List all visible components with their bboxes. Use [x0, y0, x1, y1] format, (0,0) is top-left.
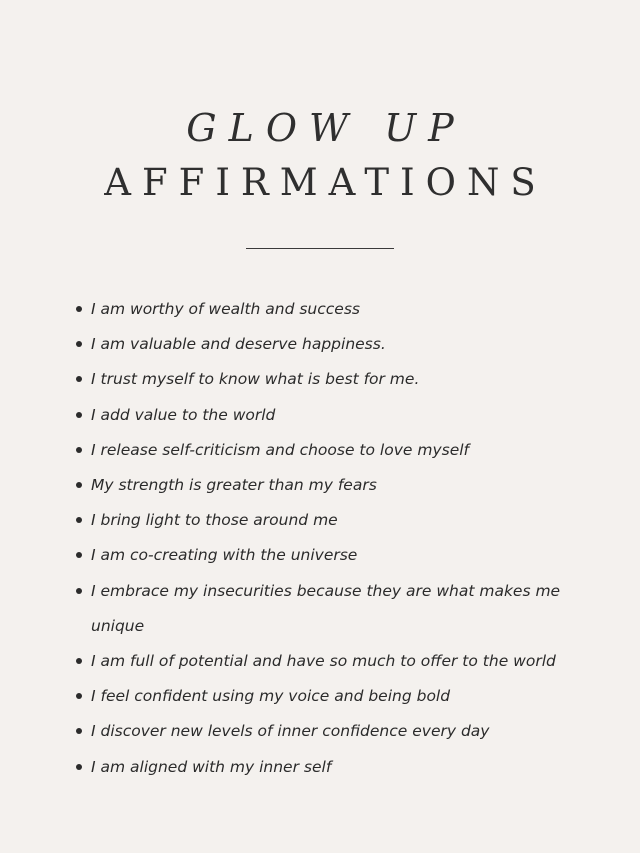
bullet-icon	[76, 658, 82, 664]
list-item	[74, 574, 604, 644]
bullet-icon	[76, 482, 82, 488]
bullet-icon	[76, 341, 82, 347]
title-line-2: AFFIRMATIONS	[104, 161, 547, 204]
affirmation-text: I add value to the world	[91, 405, 276, 424]
list-item	[74, 362, 604, 397]
bullet-icon	[76, 728, 82, 734]
bullet-icon	[76, 552, 82, 558]
affirmation-text: I am aligned with my inner self	[91, 757, 332, 776]
list-item	[74, 679, 604, 714]
bullet-icon	[76, 306, 82, 312]
list-item	[74, 503, 604, 538]
bullet-icon	[76, 447, 82, 453]
bullet-icon	[76, 764, 82, 770]
list-item	[74, 538, 604, 573]
list-item	[74, 433, 604, 468]
affirmation-text: I feel confident using my voice and being bold	[91, 687, 451, 706]
bullet-icon	[76, 693, 82, 699]
affirmation-text: I am full of potential and have so much to offer to the world	[91, 652, 556, 671]
bullet-icon	[76, 588, 82, 594]
affirmation-text: My strength is greater than my fears	[91, 476, 377, 495]
affirmation-text: I trust myself to know what is best for me.	[91, 370, 420, 389]
affirmation-text: I am valuable and deserve happiness.	[91, 335, 386, 354]
list-item	[74, 644, 604, 679]
affirmation-text: I discover new levels of inner confidence every day	[91, 722, 490, 741]
bullet-icon	[76, 517, 82, 523]
list-item	[74, 468, 604, 503]
list-item	[74, 292, 604, 327]
affirmation-text: I bring light to those around me	[91, 511, 338, 530]
affirmation-text: I am co-creating with the universe	[91, 546, 358, 565]
affirmation-text: I release self-criticism and choose to love myself	[91, 440, 469, 459]
affirmation-list	[74, 292, 604, 785]
list-item	[74, 750, 604, 785]
list-item	[74, 327, 604, 362]
bullet-icon	[76, 412, 82, 418]
list-item	[74, 714, 604, 749]
title-divider	[246, 248, 394, 249]
title-line-1: GLOW UP	[186, 106, 466, 150]
list-item	[74, 398, 604, 433]
affirmation-text: I am worthy of wealth and success	[91, 300, 360, 318]
affirmation-text: I embrace my insecurities because they are what makes me unique	[91, 581, 561, 635]
bullet-icon	[76, 376, 82, 382]
